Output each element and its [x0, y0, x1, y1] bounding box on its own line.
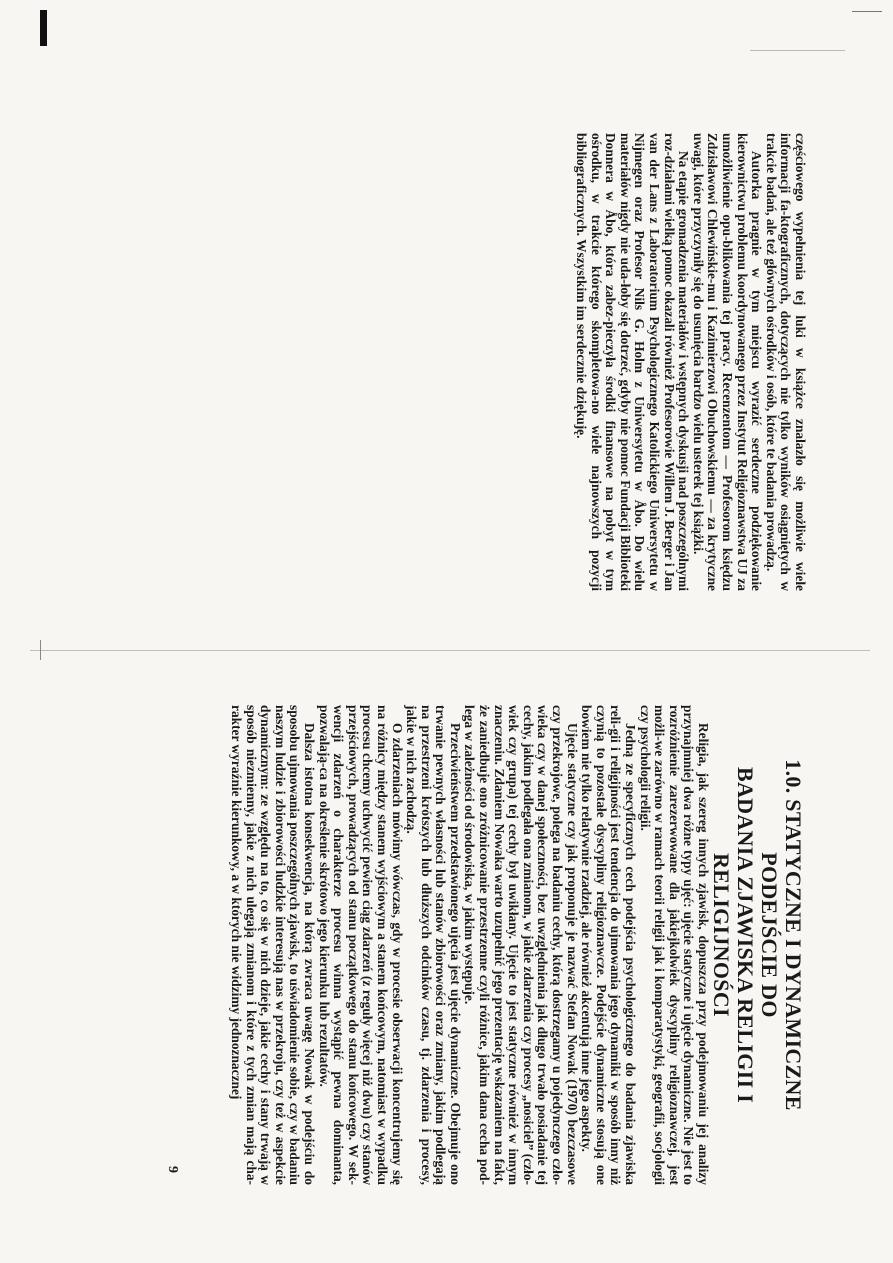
scan-line-top-right — [852, 11, 882, 12]
scan-line-top-mid — [750, 50, 845, 51]
fold-tick — [40, 640, 41, 660]
page-fold-line — [30, 650, 870, 651]
page-number: 9 — [165, 1166, 180, 1173]
chapter-title — [709, 705, 805, 1165]
body-paragraph: Dalsza istotna konsekwencja, na którą zwraca uwagę Nowak w podejściu do sposobu ujmowania poszczególnych zjawisk, to uświadomienie sobie, czy w badaniu naszym ludzie i zbiorowości ludzkie interesują nas w przekroju, czy też w aspekcie dynamicznym: ze względu na to, co się w nich dzieje, jakie cechy i stany trwają w sposób niezmienny, jakie z nich ulegają zmianom i które z tych zmian mają cha-rakter wyraźnie kierunkowy, a w których nie widzimy jednoznacznej — [229, 705, 317, 1185]
chapter-title-line-2: BADANIA ZJAWISKA RELIGII I RELIGIJNOŚCI — [709, 766, 758, 1104]
upper-paragraph: częściowego wypełnienia tej luki w książce znalazło się możliwie wiele informacji fa-ktograficznych, dotyczących nie tylko wyników osiągniętych w trakcie badań, ale też głównych ośrodków i osób, które te badania prowadzą. — [763, 133, 808, 591]
body-paragraph: Religia, jak szereg innych zjawisk, dopuszcza przy podejmowaniu jej analizy przynajmniej dwa różne typy ujęć: ujęcie statyczne i ujęcie dynamiczne. Nie jest to rozróżnienie zarezerwowane dla jakiejkolwiek dyscypliny religioznawczej, jest możli-we zarówno w ramach teorii religii jak i komparatystyki, geografii, socjologii czy psychologii religii. — [637, 705, 711, 1185]
lower-page-text — [228, 705, 710, 1185]
upper-paragraph: Autorka pragnie w tym miejscu wyrazić serdeczne podziękowanie kierownictwu problemu koordynowanego przez Instytut Religioznawstwa UJ za umożliwienie opu-blikowania tej pracy. Recenzentom — Profesorom księdzu Zdzisławowi Chlewińskie-mu i Kazimierzowi Obuchowskiemu — za krytyczne uwagi, które przyczyniły się do usunięcia bardzo wielu usterek tej książki. — [690, 133, 765, 591]
body-paragraph: Jedną ze specyficznych cech podejścia psychologicznego do badania zjawiska reli-gii i religijności jest tendencja do ujmowania jego dynamiki w sposób inny niż czynią to pozostałe dyscypliny religioznawcze. Podejście dynamiczne stosują one bowiem nie tylko relatywnie rzadziej, ale również akcentują inne jego aspekty. — [579, 705, 639, 1185]
body-paragraph: O zdarzeniach mówimy wówczas, gdy w procesie obserwacji koncentrujemy się na różnicy między stanem wyjściowym a stanem końcowym, natomiast w wypadku procesu chcemy uchwycić pewien ciąg zdarzeń (z reguły więcej niż dwu) czy stanów przejściowych, prowadzących od stanu początkowego do stanu końcowego. W sek-wencji zdarzeń o charakterze procesu winna wystąpić pewna dominanta, pozwalają-ca na określenie skrótowo jego kierunku lub rezultatów. — [316, 705, 405, 1185]
chapter-title-line-1: 1.0. STATYCZNE I DYNAMICZNE PODEJŚCIE DO — [757, 759, 806, 1111]
upper-page-text — [574, 133, 808, 591]
body-paragraph: Przeciwieństwem przedstawionego ujęcia jest ujęcie dynamiczne. Obejmuje ono trwanie pewnych własności lub stanów zbiorowości oraz zmiany, jakim podlegają na przestrzeni krótszych lub dłuższych odcinków czasu, tj. zdarzenia i procesy, jakie w nich zachodzą. — [404, 705, 463, 1185]
scan-edge-mark — [40, 10, 47, 46]
upper-paragraph: Na etapie gromadzenia materiałów i wstępnych dyskusji nad poszczególnymi roz-działami wielką pomoc okazali również Profesorowie Willem J. Berger i Jan van der Lans z Laboratorium Psychologicznego Katolickiego Uniwersytetu w Nijmegen oraz Profesor Nils G. Holm z Uniwersytetu w Åbo. Do wielu materiałów nigdy nie uda-łoby się dotrzeć, gdyby nie pomoc Fundacji Biblioteki Donnera w Åbo, która zabez-pieczyła środki finansowe na pobyt w tym ośrodku, w trakcie którego skompletowa-no wiele najnowszych pozycji bibliograficznych. Wszystkim im serdecznie dziękuję. — [574, 133, 692, 591]
body-paragraph: Ujęcie statyczne czy jak proponuje je nazwać Stefan Nowak (1970) bezczasowe czy przekrojowe, polega na badaniu cechy, którą dostrzegamy u pojedynczego czło-wieka czy w danej społeczności, bez uwzględnienia jak długo trwało posiadanie tej cechy, jakim podlegała ona zmianom, w jakie zdarzenia czy procesy „nosiciel” (czło-wiek czy grupa) tej cechy był uwikłany. Ujęcie to jest statyczne również w innym znaczeniu. Zdaniem Nowaka warto uzupełnić jego prezentację wskazaniem na fakt, że zaniedbuje ono zróżnicowanie przestrzenne czyli różnice, jakim dana cecha pod-lega w zależności od środowiska, w jakim występuje. — [462, 705, 580, 1185]
